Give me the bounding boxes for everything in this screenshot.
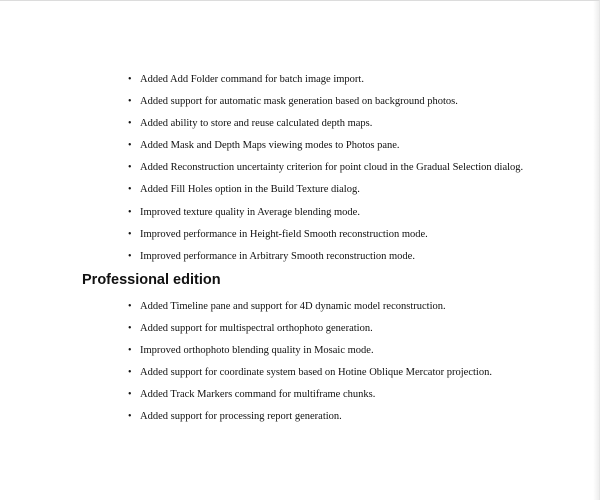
bullet-marker: • <box>128 74 132 85</box>
bullet-marker: • <box>128 411 132 423</box>
bullet-marker: • <box>128 162 132 174</box>
bullet-marker: • <box>128 389 132 401</box>
bullet-marker: • <box>128 206 132 218</box>
list-item-text: Improved performance in Arbitrary Smooth reconstruction mode. <box>140 250 415 262</box>
bullet-marker: • <box>128 367 132 379</box>
list-item-text: Added support for multispectral orthophoto generation. <box>140 323 373 335</box>
bullet-marker: • <box>128 345 132 357</box>
bullet-marker: • <box>128 184 132 196</box>
list-item-text: Added support for processing report generation. <box>140 411 342 423</box>
list-item-text: Added Fill Holes option in the Build Texture dialog. <box>140 184 360 196</box>
bullet-marker: • <box>128 323 132 335</box>
list-item-text: Added Track Markers command for multiframe chunks. <box>140 389 376 401</box>
list-item-text: Added Reconstruction uncertainty criterion for point cloud in the Gradual Selection dialog. <box>140 162 524 174</box>
section-heading-professional-edition: Professional edition <box>82 272 221 288</box>
bullet-marker: • <box>128 250 132 262</box>
list-item-text: Added support for automatic mask generation based on background photos. <box>140 96 458 108</box>
list-item-text: Added Add Folder command for batch image import. <box>140 74 364 85</box>
list-item-text: Added Mask and Depth Maps viewing modes to Photos pane. <box>140 140 400 152</box>
page-edge-shadow <box>593 1 599 500</box>
list-item-text: Added Timeline pane and support for 4D dynamic model reconstruction. <box>140 301 446 312</box>
bullet-marker: • <box>128 96 132 108</box>
bullet-marker: • <box>128 140 132 152</box>
list-item-text: Improved performance in Height-field Smooth reconstruction mode. <box>140 228 428 240</box>
list-item-text: Improved orthophoto blending quality in Mosaic mode. <box>140 345 374 357</box>
list-item-text: Added support for coordinate system based on Hotine Oblique Mercator projection. <box>140 367 492 379</box>
list-item-text: Added ability to store and reuse calculated depth maps. <box>140 118 373 130</box>
bullet-marker: • <box>128 118 132 130</box>
bullet-marker: • <box>128 228 132 240</box>
list-item-text: Improved texture quality in Average blending mode. <box>140 206 360 218</box>
bullet-marker: • <box>128 301 132 312</box>
